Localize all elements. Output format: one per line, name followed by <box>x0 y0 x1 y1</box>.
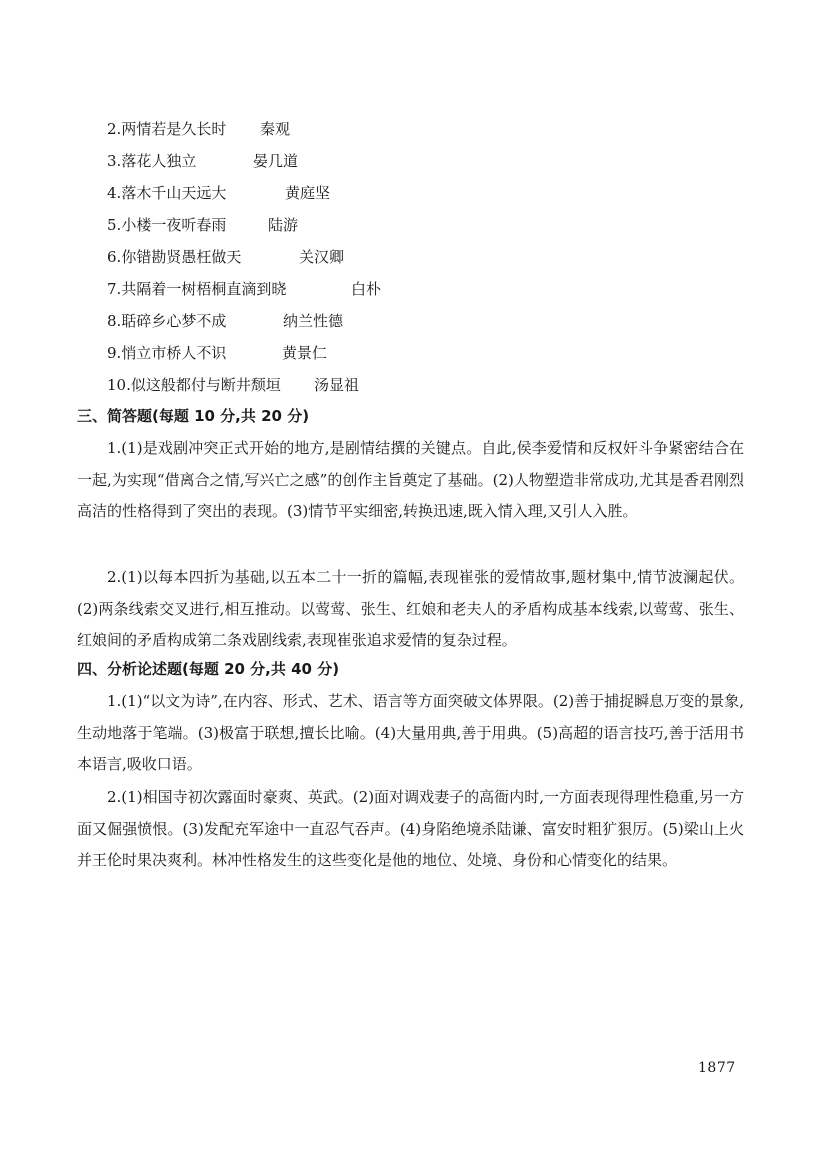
item-number: 4. <box>107 184 122 202</box>
list-item <box>107 343 328 363</box>
poem-phrase: 似这般都付与断井颓垣 <box>130 376 281 394</box>
item-number: 7. <box>107 280 122 298</box>
item-number: 3. <box>107 152 122 170</box>
answer-paragraph: 2.(1)以每本四折为基础,以五本二十一折的篇幅,表现崔张的爱情故事,题材集中,情节波澜起伏。(2)两条线索交叉进行,相互推动。以莺莺、张生、红娘和老夫人的矛盾构成基本线索,以莺莺、张生、红娘间的矛盾构成第二条戏剧线索,表现崔张追求爱情的复杂过程。 <box>77 568 744 649</box>
list-item <box>107 151 299 171</box>
list-item <box>107 375 360 395</box>
author-name: 晏几道 <box>253 152 299 170</box>
author-name: 陆游 <box>268 216 299 234</box>
list-item <box>107 279 382 299</box>
item-number: 8. <box>107 312 122 330</box>
answer-paragraph: 1.(1)“以文为诗”,在内容、形式、艺术、语言等方面突破文体界限。(2)善于捕捉瞬息万变的景象,生动地落于笔端。(3)极富于联想,擅长比喻。(4)大量用典,善于用典。(5)高超的语言技巧,善于活用书本语言,吸收口语。 <box>77 692 744 773</box>
item-number: 9. <box>107 344 122 362</box>
author-name: 秦观 <box>260 120 291 138</box>
author-name: 白朴 <box>351 280 382 298</box>
poem-phrase: 共隔着一树梧桐直滴到晓 <box>121 280 287 298</box>
author-name: 黄景仁 <box>282 344 328 362</box>
author-name: 黄庭坚 <box>285 184 331 202</box>
item-number: 5. <box>107 216 122 234</box>
answer-paragraph: 1.(1)是戏剧冲突正式开始的地方,是剧情结撰的关键点。自此,侯李爱情和反权奸斗争紧密结合在一起,为实现“借离合之情,写兴亡之感”的创作主旨奠定了基础。(2)人物塑造非常成功,尤其是香君刚烈高洁的性格得到了突出的表现。(3)情节平实细密,转换迅速,既入情入理,又引人入胜。 <box>77 439 744 520</box>
author-name: 汤显祖 <box>314 376 360 394</box>
poem-phrase: 落花人独立 <box>121 152 197 170</box>
list-item <box>107 215 299 235</box>
poem-phrase: 两情若是久长时 <box>121 120 227 138</box>
poem-phrase: 小楼一夜听春雨 <box>121 216 227 234</box>
poem-phrase: 落木千山天远大 <box>121 184 227 202</box>
poem-phrase: 聒碎乡心梦不成 <box>121 312 227 330</box>
item-number: 6. <box>107 248 122 266</box>
answer-paragraph: 2.(1)相国寺初次露面时豪爽、英武。(2)面对调戏妻子的高衙内时,一方面表现得理性稳重,另一方面又倔强愤恨。(3)发配充军途中一直忍气吞声。(4)身陷绝境杀陆谦、富安时粗犷狠厉。(5)梁山上火并王伦时果决爽利。林冲性格发生的这些变化是他的地位、处境、身份和心情变化的结果。 <box>77 788 744 869</box>
item-number: 2. <box>107 120 122 138</box>
section-heading-essay: 四、分析论述题(每题 20 分,共 40 分) <box>77 660 340 678</box>
list-item <box>107 119 291 139</box>
poem-phrase: 你错勘贤愚枉做天 <box>121 248 242 266</box>
poem-phrase: 悄立市桥人不识 <box>121 344 227 362</box>
author-name: 纳兰性德 <box>283 312 344 330</box>
list-item <box>107 247 345 267</box>
item-number: 10. <box>107 376 131 394</box>
section-heading-short-answer: 三、简答题(每题 10 分,共 20 分) <box>77 407 310 425</box>
author-name: 关汉卿 <box>299 248 345 266</box>
page-number: 1877 <box>698 1060 736 1076</box>
list-item <box>107 311 344 331</box>
list-item <box>107 183 331 203</box>
